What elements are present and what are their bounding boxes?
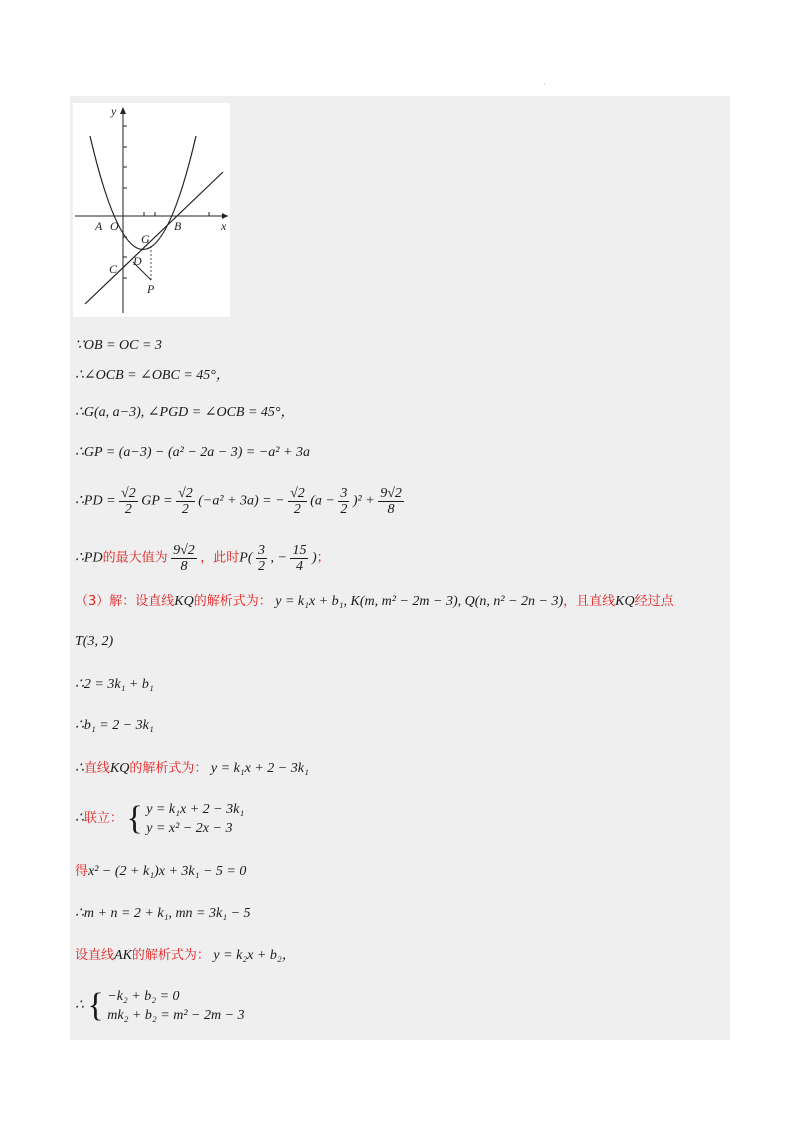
fraction: $\frac{3}{2}$ <box>340 486 348 517</box>
fraction: $\frac{9√2}{8}$ <box>173 543 195 574</box>
label-g: G <box>141 232 150 246</box>
label-b: B <box>174 219 182 233</box>
fraction: $\frac{√2}{2}$ <box>178 486 193 517</box>
fraction: $\frac{15}{4}$ <box>292 543 307 574</box>
label-d: D <box>133 254 142 268</box>
line-6: ∴PD的最大值为 $\frac{9√2}{8}$ ，此时P( $\frac{3}{2}$ , − $\frac{15}{4}$ )； <box>75 543 330 574</box>
line-3: ∴G(a, a−3), ∠PGD = ∠OCB = 45°， <box>75 405 295 420</box>
line-16: ∴ { −k₂ + b₂ = 0 mk₂ + b₂ = m² − 2m − 3 <box>75 987 245 1024</box>
label-c: C <box>109 262 118 276</box>
label-y: y <box>111 104 117 118</box>
fraction: $\frac{√2}{2}$ <box>290 486 305 517</box>
equation-system: −k₂ + b₂ = 0 mk₂ + b₂ = m² − 2m − 3 <box>107 989 245 1023</box>
parabola-figure <box>73 103 230 317</box>
line-10: ∴b₁ = 2 − 3k₁ <box>75 718 154 733</box>
line-4: ∴GP = (a−3) − (a² − 2a − 3) = −a² + 3a <box>75 445 310 460</box>
line-1: ∵OB = OC = 3 <box>75 338 162 353</box>
graph-svg <box>73 103 230 317</box>
line-13: 得x² − (2 + k₁)x + 3k₁ − 5 = 0 <box>75 864 247 879</box>
line-8: T(3, 2) <box>75 634 114 649</box>
label-x: x <box>221 219 227 233</box>
line-5: ∴PD = $\frac{√2}{2}$ GP = $\frac{√2}{2}$ (−a² + 3a) = − $\frac{√2}{2}$ (a − $\frac{3}{2}$ )² + $\frac{9√2}{8}$ <box>75 486 402 517</box>
line-14: ∴m + n = 2 + k₁, mn = 3k₁ − 5 <box>75 906 251 921</box>
fraction: $\frac{9√2}{8}$ <box>380 486 402 517</box>
line-12: ∴联立： { y = k₁x + 2 − 3k₁ y = x² − 2x − 3 <box>75 800 245 837</box>
label-a: A <box>95 219 103 233</box>
line-15: 设直线AK的解析式为： y = k₂x + b₂， <box>75 948 296 963</box>
equation-system: y = k₁x + 2 − 3k₁ y = x² − 2x − 3 <box>146 802 245 836</box>
label-o: O <box>110 219 119 233</box>
line-2: ∴∠OCB = ∠OBC = 45°， <box>75 368 230 383</box>
fraction: $\frac{√2}{2}$ <box>121 486 136 517</box>
line-11: ∴直线KQ的解析式为： y = k₁x + 2 − 3k₁ <box>75 761 309 776</box>
fraction: $\frac{3}{2}$ <box>258 543 266 574</box>
page-mark: · <box>543 80 546 89</box>
line-9: ∴2 = 3k₁ + b₁ <box>75 677 154 692</box>
line-7: （3）解：设直线KQ的解析式为： y = k₁x + b₁, K(m, m² − 2m − 3), Q(n, n² − 2n − 3)，且直线KQ经过点 <box>75 594 674 609</box>
label-p: P <box>147 282 155 296</box>
